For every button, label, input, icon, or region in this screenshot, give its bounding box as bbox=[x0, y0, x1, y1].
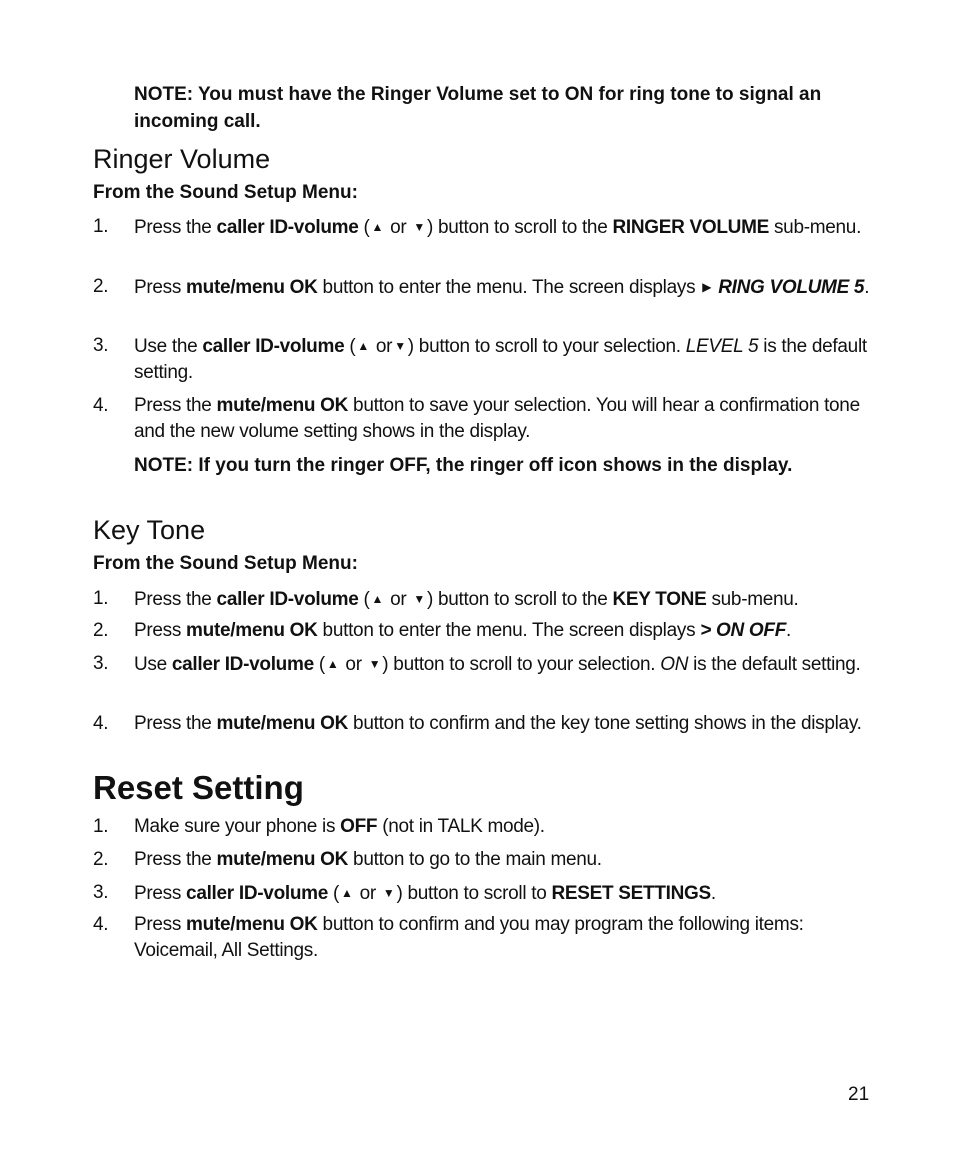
right-triangle-icon: ▶ bbox=[702, 280, 712, 294]
item-text: Press mute/menu OK button to enter the menu. The screen displays ▶ RING VOLUME 5. bbox=[134, 277, 870, 298]
item-text: Press mute/menu OK button to enter the menu. The screen displays > ON OFF. bbox=[134, 620, 791, 641]
up-triangle-icon: ▲ bbox=[371, 592, 384, 606]
item-number: 1. bbox=[93, 216, 109, 237]
up-triangle-icon: ▲ bbox=[326, 657, 339, 671]
item-text: Make sure your phone is OFF (not in TALK mode). bbox=[134, 816, 545, 837]
item-text: Press the mute/menu OK button to go to the main menu. bbox=[134, 849, 602, 870]
down-triangle-icon: ▼ bbox=[382, 886, 395, 900]
item-text: Press caller ID-volume ( ▲ or ▼ ) button to scroll to RESET SETTINGS. bbox=[134, 883, 716, 904]
note-ringer-off: NOTE: If you turn the ringer OFF, the ringer off icon shows in the display. bbox=[134, 455, 793, 476]
item-number: 3. bbox=[93, 653, 109, 674]
up-triangle-icon: ▲ bbox=[341, 886, 353, 900]
item-number: 4. bbox=[93, 395, 109, 416]
item-text: Press mute/menu OK button to confirm and you may program the following items: Voicemail, All Settings. bbox=[134, 914, 804, 961]
down-triangle-icon: ▼ bbox=[413, 220, 425, 234]
item-number: 1. bbox=[93, 588, 109, 609]
heading-ringer-volume: Ringer Volume bbox=[93, 144, 271, 174]
item-text: Press the mute/menu OK button to confirm and the key tone setting shows in the display. bbox=[134, 713, 862, 734]
item-text: Press the mute/menu OK button to save your selection. You will hear a confirmation tone and the new volume setting shows in the display. bbox=[134, 395, 860, 442]
down-triangle-icon: ▼ bbox=[394, 339, 406, 353]
down-triangle-icon: ▼ bbox=[368, 657, 381, 671]
subheading-ringer: From the Sound Setup Menu: bbox=[93, 182, 358, 203]
item-number: 2. bbox=[93, 276, 109, 297]
note-ringer-on: NOTE: You must have the Ringer Volume set to ON for ring tone to signal an incoming call. bbox=[134, 84, 822, 132]
item-number: 4. bbox=[93, 713, 109, 734]
heading-key-tone: Key Tone bbox=[93, 515, 206, 545]
item-number: 4. bbox=[93, 914, 109, 935]
item-number: 2. bbox=[93, 620, 109, 641]
up-triangle-icon: ▲ bbox=[371, 220, 384, 234]
heading-reset-setting: Reset Setting bbox=[93, 769, 304, 806]
subheading-keytone: From the Sound Setup Menu: bbox=[93, 553, 358, 574]
item-text: Use the caller ID-volume ( ▲ or ▼ ) button to scroll to your selection. LEVEL 5 is the default setting. bbox=[134, 336, 867, 383]
item-number: 1. bbox=[93, 816, 109, 837]
item-number: 2. bbox=[93, 849, 109, 870]
item-text: Press the caller ID-volume ( ▲ or ▼ ) button to scroll to the RINGER VOLUME sub-menu. bbox=[134, 217, 862, 238]
item-number: 3. bbox=[93, 882, 109, 903]
item-text: Use caller ID-volume ( ▲ or ▼ ) button to scroll to your selection. ON is the default setting. bbox=[134, 654, 861, 675]
item-number: 3. bbox=[93, 335, 109, 356]
item-text: Press the caller ID-volume ( ▲ or ▼ ) button to scroll to the KEY TONE sub-menu. bbox=[134, 589, 799, 610]
down-triangle-icon: ▼ bbox=[413, 592, 425, 606]
up-triangle-icon: ▲ bbox=[357, 339, 369, 353]
page-number: 21 bbox=[848, 1084, 870, 1105]
